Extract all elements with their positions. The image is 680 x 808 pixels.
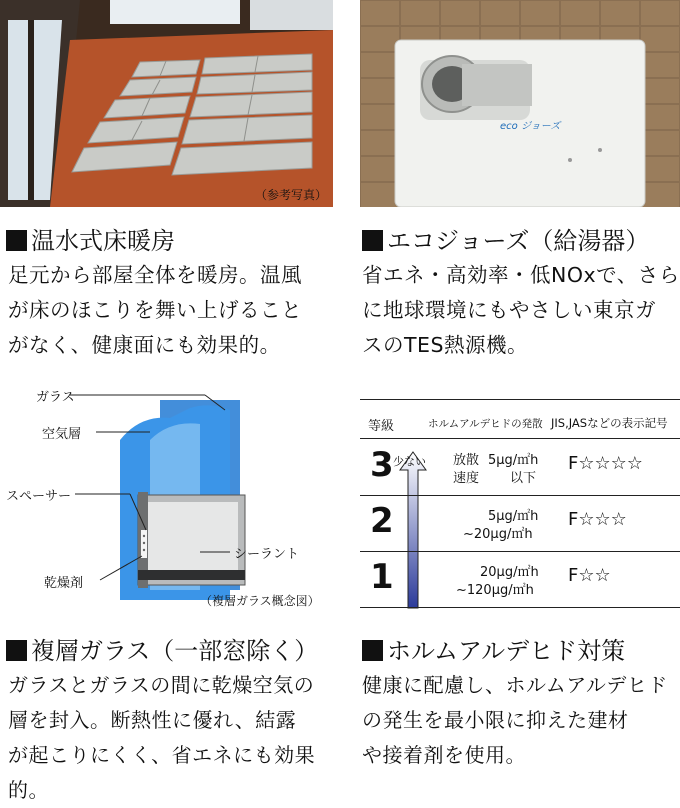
mark-value: F☆☆ bbox=[568, 565, 611, 586]
grade-value: 2 bbox=[370, 501, 394, 541]
emission-line-2: ~20μg/㎡h bbox=[463, 527, 533, 542]
table-row bbox=[360, 495, 680, 550]
label-desiccant: 乾燥剤 bbox=[44, 576, 84, 591]
square-bullet-icon bbox=[6, 230, 27, 251]
floor-heating-desc: 足元から部屋全体を暖房。温風 が床のほこりを舞い上げること がなく、健康面にも効果的。 bbox=[8, 263, 302, 357]
speed-label-2: 速度 bbox=[453, 471, 480, 486]
emission-line-1: 5μg/㎡h bbox=[488, 453, 539, 468]
square-bullet-icon bbox=[6, 640, 27, 661]
double-glass-title: 複層ガラス（一部窓除く） bbox=[6, 636, 318, 666]
double-glass-desc: ガラスとガラスの間に乾燥空気の 層を封入。断熱性に優れ、結露 が起こりにくく、省エネにも効果的。 bbox=[8, 673, 316, 802]
mark-value: F☆☆☆☆ bbox=[568, 453, 643, 474]
label-spacer: スペーサー bbox=[6, 489, 72, 504]
diagram-caption: （複層ガラス概念図） bbox=[200, 594, 320, 608]
table-bottom-border bbox=[360, 607, 680, 608]
formaldehyde-table bbox=[360, 395, 680, 610]
header-emission: ホルムアルデヒドの発散 bbox=[428, 418, 543, 430]
label-glass: ガラス bbox=[36, 390, 75, 405]
formaldehyde-desc: 健康に配慮し、ホルムアルデヒド の発生を最小限に抑えた建材 や接着剤を使用。 bbox=[362, 673, 668, 767]
floor-heating-photo bbox=[0, 0, 333, 207]
eco-jaws-logo: eco ジョーズ bbox=[500, 121, 561, 132]
floor-heating-title: 温水式床暖房 bbox=[6, 226, 175, 256]
square-bullet-icon bbox=[362, 230, 383, 251]
emission-line-2: ~120μg/㎡h bbox=[456, 583, 534, 598]
mark-value: F☆☆☆ bbox=[568, 509, 627, 530]
grade-value: 3 bbox=[370, 445, 394, 485]
arrow-label: 少ない bbox=[393, 455, 426, 468]
emission-line-2: 以下 bbox=[510, 471, 537, 486]
tile-wall-illustration bbox=[360, 0, 680, 207]
speed-label-1: 放散 bbox=[453, 453, 480, 468]
eco-jaws-desc: 省エネ・高効率・低NOxで、さら に地球環境にもやさしい東京ガ スのTES熱源機。 bbox=[362, 263, 680, 357]
table-row bbox=[360, 551, 680, 606]
eco-jaws-title: エコジョーズ（給湯器） bbox=[362, 226, 649, 256]
double-glass-diagram bbox=[0, 380, 340, 620]
table-row bbox=[360, 439, 680, 494]
emission-line-1: 5μg/㎡h bbox=[488, 509, 539, 524]
grade-value: 1 bbox=[370, 557, 394, 597]
photo-caption: （参考写真） bbox=[254, 188, 327, 202]
floor-heating-illustration bbox=[0, 0, 333, 207]
header-label: JIS,JASなどの表示記号 bbox=[551, 416, 668, 430]
label-air-layer: 空気層 bbox=[42, 427, 82, 442]
label-sealant: シーラント bbox=[234, 547, 300, 562]
formaldehyde-title: ホルムアルデヒド対策 bbox=[362, 636, 625, 666]
square-bullet-icon bbox=[362, 640, 383, 661]
table-top-border bbox=[360, 399, 680, 400]
water-heater-photo bbox=[360, 0, 680, 207]
emission-line-1: 20μg/㎡h bbox=[480, 565, 539, 580]
header-grade: 等級 bbox=[368, 419, 395, 434]
